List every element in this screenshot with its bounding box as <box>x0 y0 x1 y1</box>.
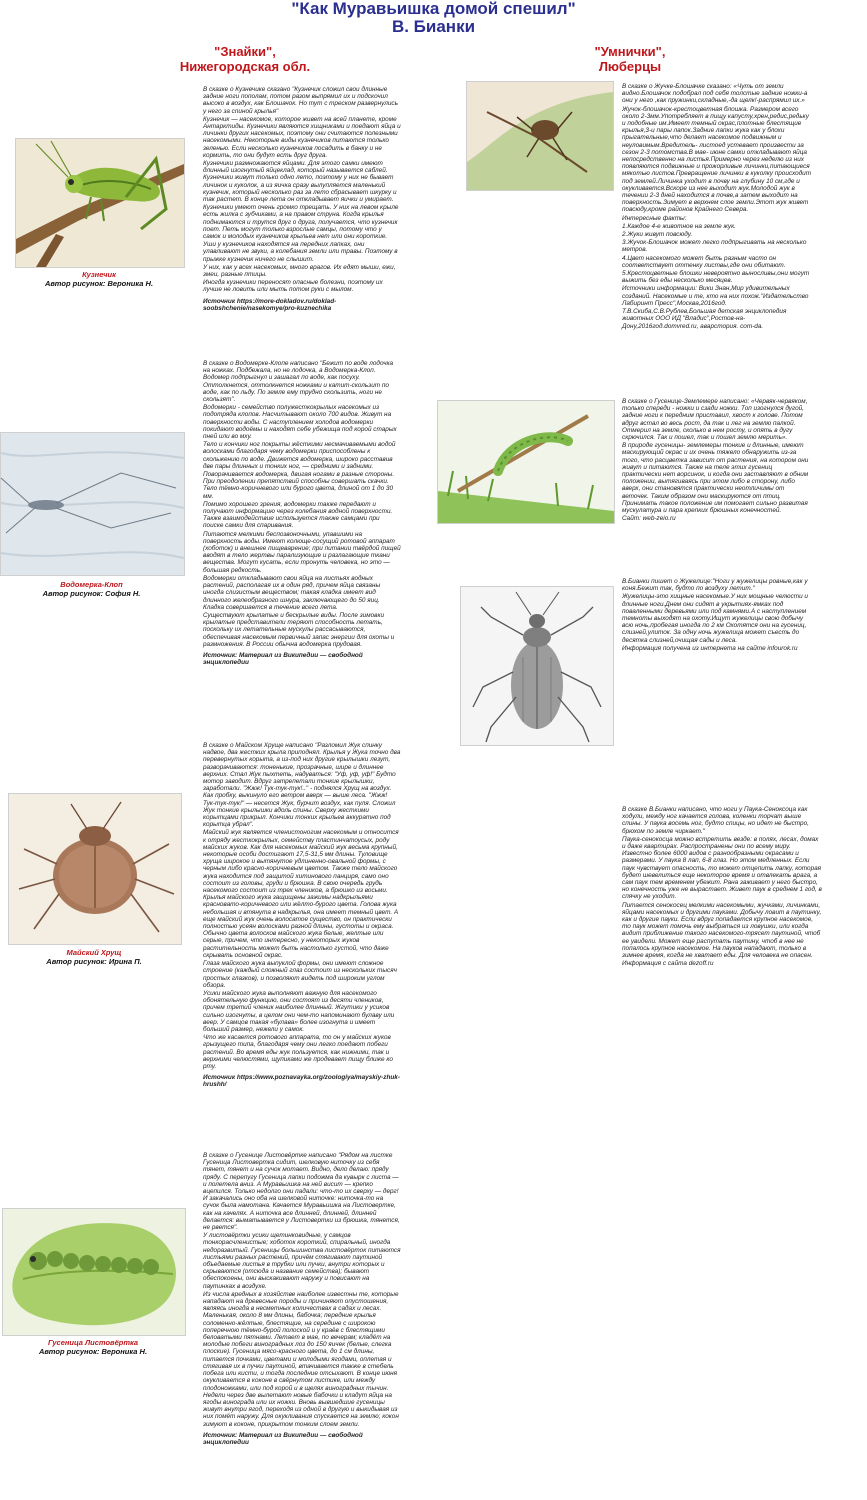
left-team-name: "Знайки", <box>214 44 276 59</box>
leaf-roller-drawing <box>2 1208 186 1336</box>
paragraph: Тело и кончики ног покрыты жёсткими несмачиваемыми водой волосками благодаря чему водомерки приспособлены к скольжению по воде. Движется водомерка, широко расставив две пары длинных и тонких ног, — средними и задними. <box>203 441 398 470</box>
source-note: Источник: Материал из Википедии — свободной энциклопедии <box>203 1431 365 1446</box>
water-strider-caption <box>0 580 183 598</box>
paragraph: Питается сенокосец мелкими насекомыми, жучками, личинками, яйцами насекомых и другими пауками. Добычу ловит в паутинку, как и другие пауки. Если вдруг попадается крупное насекомое, то паук может помочь ему выбраться из ловушки, или когда видит приближение такого насекомого-трясет паутиной, чтоб ее увидели. Может еще распутать паутину, чтоб в нее не попалось крупное насекомое. На пауков нападают, только в зимнее время, когда не хватает еды. Для человека не опасен. <box>622 901 824 960</box>
water-strider-name: Водомерка-Клоп <box>60 580 123 589</box>
source-note: Источник: Материал из Википедии — свободной энциклопедии <box>203 651 365 667</box>
flea-beetle-text <box>622 83 812 393</box>
paragraph: Водомерки откладывают свои яйца на листьях водных растений, располагая их в один ряд, причем яйца связаны иногда слизистым веществом; такая кладка имеет вид длинного желеобразного шнура, заключающего до 50 яиц. Кладка совершается в течение всего лета. <box>203 574 382 611</box>
right-team-name: "Умнички", <box>594 44 666 59</box>
source-link[interactable]: Источник https://more-dokladov.ru/doklad-soobshchenie/nasekomye/pro-kuznechika <box>203 297 337 312</box>
paragraph: В сказке о Кузнечике сказано "Кузнечик сложил свои длинные задние ноги пополам, потом разом выпрямил их и подскочил высоко в воздух, как Блошачок. Но тут с треском развернулись у него за спиной крылья" <box>203 86 400 115</box>
may-beetle-caption <box>8 948 180 966</box>
page-title-line1: "Как Муравьишка домой спешил" <box>291 0 576 18</box>
leaf-roller-text <box>203 1152 401 1498</box>
paragraph: В.Бианки пишет о Жужелице:"Ноги у жужелицы ровные,как у коня.Бежит так, будто по воздуху летит." <box>622 578 810 593</box>
grasshopper-drawing <box>15 138 185 268</box>
left-region: Нижегородская обл. <box>179 59 311 74</box>
paragraph: В сказке о Гусенице Листовёртке написано "Рядом на листке Гусеница Листовертка сидит, шелковую ниточку из себя тянет, тянет и на сучок мотает. Видно, дело делаю: пряду пряду. С перепугу Гусеница лапки подожма да кувырк с листа — и полетела вниз. А Муравьишка на ней висит — крепко вцепился. Только недолго они падали: что-то их сверху — дерг! И закачались оно оба на шелковой ниточке: ниточка-то на сучок была намотана. Качается Муравьишка на Листовертке, как на качелях. А ниточка все длинней, длинней, длинней делается: выматывается у Листовертки из брюшка, тянется, не рвется". <box>203 1152 402 1232</box>
paragraph: Жучок-блошачок-крестоцветная блошка. Размером всего около 2-3мм.Употребляет в пищу капусту,хрен,редис,редьку и подобные им.Имеет темный окрас,плотные блестящие крылья,3-и пары лапок.Задние лапки жука как у блохи прыгательные,что делает насекомое подвижным и неуловимым.Вредитель- листоед устевает произвести за сезон 2-3 потомства.В мае- июне самки откладывают яйца непосредственно на листья.Примерно через неделю из них появляются подвижные и прожорливые личинки,питающиеся мякотью листов.Превращение личинки в куколку происходит под землей.Личинка уходит в почву на глубину 10 см,где и окукливается.Вскоре из нее выходит жук.Молодой жук в течении 2-3 дней находится в почве,а затем выходит на поверхность.Зимует в верхнем слое земли.Этот жук живет повсюду,кроме районов Крайнего Севера. <box>622 105 813 214</box>
left-column-header <box>150 44 340 74</box>
paragraph: В природе гусеницы- землемеры тонкие и длинные, имеют маскирующий окрас и их очень тяжело обнаружить из-за того, что расцветка зависит от растения, на котором они живут и питаются. Также на теле этих гусениц практически нет ворсинок, и когда они заставляют в обним положении, вытягиваясь при этом либо в сторону, либо вверх, они становятся практически неотличимы от веточек. Таким образом они маскируются от птиц. Принимать такое положение им помогает сильно развитая мускулатура и пара крепких брюшных конечностей. <box>622 442 811 515</box>
leaf-roller-author: Автор рисунок: Вероника Н. <box>38 1347 148 1356</box>
paragraph: Жужелицы-это хищные насекомые.У них мощные челюсти и длинные ноги.Днем они сидят в укрытиях-ямках под поваленными деревьями или под камнями.А с наступлением темноты выходят на охоту.Ищут жужелицы свою добычу всю ночь,пробегая иногда по 2 км Охотятся они на гусениц, слизней,улиток. За одну ночь жужелица может съесть до десятка слизней,очищая сады и леса. <box>622 593 810 644</box>
grasshopper-text <box>203 86 401 358</box>
paragraph: Сайт: web-zeio.ru <box>622 515 676 523</box>
page-title <box>0 0 867 36</box>
grasshopper-caption <box>15 270 183 288</box>
paragraph: В сказке о Жучке-Блошачке сказано: «Чуть от земли видно.Блошачок подобрал под себя толстые задние ножки-а они у него ,как пружинки,складные,-да щелк!-распрямил их.» <box>622 83 810 105</box>
leaf-roller-caption <box>2 1338 184 1356</box>
may-beetle-name: Майский Хрущ <box>66 948 122 957</box>
may-beetle-text <box>203 742 401 1140</box>
paragraph: Интересные факты: <box>622 214 687 222</box>
paragraph: У листовёртки усики щетинковидные, у самцов тонкорасчленистые; хоботок короткий, спиральный, иногда недоразвитый. Гусеницы большинства листовёрток питаются листьями разных растений, причём стягивают паутиной объедаемые листья в трубки или пучки, внутри которых и скрываются (отсюда и название семейства); бывают обеспокоены, они выскакивают наружу и повисают на паутинках в воздухе. <box>203 1232 403 1290</box>
inchworm-drawing <box>437 400 615 524</box>
paragraph: Усики майского жука выполняют важную для насекомого обонятельную функцию, они состоят из десяти члеников, причем третий членик наиболее длинный. Жгутики у усиков сильно изогнуты, в целом они чем-то напоминают булаву или веер. У самцов такая «булава» более изогнута и имеет больший размер, нежели у самок. <box>203 989 397 1033</box>
source-link[interactable]: Источник https://www.poznavayka.org/zoologiya/mayskiy-zhuk-hrushh/ <box>203 1074 400 1089</box>
paragraph: Из числа вредных в хозяйстве наиболее известны те, которые нападают на древесные породы и причиняют опустошения, являясь иногда в несметных количествах в садах и лесах. Маленькая, около 8 мм длины, бабочка; передние крылья соломенно-жёлтые, блестящие, на середине с широкою поперечною тёмно-бурой полоской и у краёв с блестящими беловатыми пятнами. Летает в мае, по вечерам; кладёт на молодые побеги виноградных лоз до 150 яичек (белые, слегка плоские). Гусеница мясо-красного цвета, до 1 см длины, питается почками, цветами и молодыми ягодами, оплетая и стягивая их в пучки паутиной, втачивается также в стебель побега или кисти, и тогда последние отсыхают. В конце июня окукливается в коконе в свёрнутом листике, или между плодоножками, или под корой и в щелях виноградных тычин. Недели через две вылетают новые бабочки и кладут яйца на ягоды винограда или их ножки. Вновь вывшедшие гусеницы живут внутри ягод, переходя из одной в другую и выкидывая из них помёт наружу. Для окукливания спускается на землю; кокон зимуют в коконе, прикрытом тонким слоем земли. <box>203 1290 401 1428</box>
paragraph: В сказке о Майском Хруще написано "Разломил Жук спинку надвое, два жестких крыла приподнял. Крылья у Жука точно два перевернутых корыта, а из-под них другие крылышки лезут, разворачиваются: тоненькие, прозрачные, шире и длиннее верхних. Стал Жук пыхтеть, надуваться: "Уф, уф, уф!" Будто мотор заводит. Вдруг затрепетали тонкие крылышки, заработали. "Жжж! Тук-тук-тук!.." - поднялся Хрущ на воздух. Как пробку, выкинуло его ветром вверх — выше леса. "Жжж! Тук-тук-тук!" — несется Жук, бурчит воздух, как пуля. Сложил Жук тонкие крылышки вдоль спины. Сверху жесткими корытцами прикрыл. Кончики тонких крыльев аккуратно под корытца убрал". <box>203 742 403 829</box>
paragraph: Паука-сенокосца можно встретить везде: в полях, лесах, домах и даже квартирах. Распространены они по всему миру. Известно более 6000 видов с разнообразными окрасами и размерами. У паука 8 лап, 6-8 глаз. Но этом медленных. Если паук чувствует опасность, то может отцепить лапку, которая будет шевелиться еще некоторое время и отвлекать врага, а сам паук тем временем убежит. Рана заживает у него быстро, но конечность уже не вырастает. Живет паук в среднем 1 год, в спячку не уходит. <box>622 835 824 901</box>
harvestman-text <box>622 806 822 996</box>
paragraph: Водомерки - семейство полужесткокрылых насекомых из подотряда клопов. Насчитывают около 700 видов. Живут на поверхности воды. С наступлением холодов водомерки покидают водоёмы и находят себе убежища под корой старых пней или во мху. <box>203 404 399 441</box>
paragraph: Майский жук является членистоногим насекомым и относится к отряду жесткокрылых, семейству пластинчатоусых, роду майских жуков. Как для насекомых майский жук весьма крупный, некоторые особи достигают 17,5-31,5 мм длины. Туловище хруща широкое и вытянутое удлиненно-овальной формы, с черным либо красно-коричневым цветом. Также тело майского жука находится под защитой хитинового панциря, само оно состоит из головы, груди и брюшка. В свою очередь грудь насекомого состоит из трех члеников, а брюшко из восьми. Крылья майского жука защищены зажимы надкрыльями красновато-коричневого или жёлто-бурого цвета. Голова жука небольшая и втянута в надкрылья, она имеет темный цвет. А еще майский жук очень волосатое существо, он практически полностью усеян волосками разной длины, густоты и окраса. Обычно цвета волосков майского жука белые, желтые или серые, причем, что интересно, у некоторых жуков растительность может быть настолько густой, что даже скрывать основной окрас. <box>203 829 401 959</box>
paragraph: Т.В.Скиба,С.В.Рублев,Большая детская энциклопедия животных ООО ИД "Владис",Ростов-на-Дону,2016год.domvred.ru, аварстория. com-da. <box>622 308 789 330</box>
water-strider-author: Автор рисунок: София Н. <box>42 589 141 598</box>
right-column-header <box>540 44 720 74</box>
leaf-roller-name: Гусеница Листовёртка <box>47 1338 139 1347</box>
paragraph: Кузнечики умеют очень громко трещать. У них на левом крыле есть жилка с зубчиками, а на правом струна. Когда крылья поднимаются и трутся друг о друга, получается, что кузнечик поет. Петь могут только взрослые самцы, потому что у самок и молодых кузнечиков крыльев нет или они короткие. <box>203 204 401 241</box>
paragraph: Кузнечики размножаются яйцами. Для этого самки имеют длинный изогнутый яйцеклад, который называется саблей. Кузнечики живут только одно лето, поэтому у них не бывает личинок и куколок, а из яичка сразу вылупляется маленький кузнечик, который несколько раз за лето сбрасывает шкурку и так растет. В конце лета он откладывает яички и умирает. <box>203 160 399 204</box>
water-strider-text <box>203 360 401 730</box>
paragraph: Помимо хорошего зрения, водомерки также передают и получают информацию через колебания водной поверхности. Также взаимодействие используется также самцами при поиске самки для спаривания. <box>203 500 395 530</box>
paragraph: Иногда кузнечики переносят опасные болезни, поэтому их лучше не ловить или мыть потом руки с мылом. <box>203 279 385 294</box>
paragraph: В сказке В.Бианки написано, что ноги у Паука-Сеноксоца как ходули, между ног качается голова, коленки торчат выше спины. У паука восемь ног, будто спицы, но идет не быстро, брюхом по земле чиркает." <box>622 806 811 835</box>
water-strider-drawing <box>0 432 185 576</box>
may-beetle-drawing <box>8 793 182 945</box>
paragraph: 1.Каждое 4-е животное на земле жук. <box>622 222 736 230</box>
paragraph: В сказке о Гусенице-Землемере написано: «Червяк-червяком, только спереди - ножки и сзади ножки. Топ изогнулся дугой, задние ноги к передним приставил, хвост к голове. Потом вдруг встал во весь рост, да так и лег на землю палкой. Отмерил на земле, сколько в нем росту, и опять в дугу скрючился. Так и пошел, так и пошел землю мерить». <box>622 398 810 442</box>
paragraph: Уши у кузнечиков находятся на передних лапках, они улавливают не звуки, а колебания земли или травы. Поэтому в прыжке кузнечик ничего не слышит. <box>203 241 400 263</box>
flea-beetle-drawing <box>466 81 614 191</box>
paragraph: Питаются мелкими беспозвоночными, упавшими на поверхность воды. Имеют колюще-сосущий ротовой аппарат (хоботок) и внешнее пищеварение; при питании твёрдой пищей вводят в тело жертвы парализующие и разлагающие ткани вещества. Могут кусать, если тронуть человека, но это — большая редкость. <box>203 530 403 574</box>
paragraph: Информация получена из интернета на сайте infourok.ru <box>622 644 798 652</box>
paragraph: 2.Жуки живут повсюду. <box>622 231 693 239</box>
ground-beetle-drawing <box>460 586 614 746</box>
paragraph: Что же касается ротового аппарата, то он у майских жуков грызущего типа, благодаря чему они легко поедают побеги растений. Во время еды жук пользуется, как нижними, так и верхними челюстями, щупиками же продевает пищу ближе ко рту. <box>203 1034 395 1070</box>
ground-beetle-text <box>622 578 812 698</box>
page-title-line2: В. Бианки <box>391 17 476 36</box>
paragraph: Существуют крылатые и бескрылые виды. После зимовки крылатые представители теряют способность летать, поскольку их летательные мускулы рассасываются, обеспечивая насекомым первичный запас энергии для охоты и размножения. В России обычна водомерка прудовая. <box>203 611 397 648</box>
paragraph: 3.Жучок-Блошачок может легко подпрыгивать на несколько метров. <box>622 239 809 254</box>
paragraph: Глаза майского жука выпуклой формы, они имеют сложное строение (каждый сложный глаз состоит из нескольких тысяч простых глазков), и позволяют видеть под широким углом обзора. <box>203 960 399 989</box>
paragraph: У них, как у всех насекомых, много врагов. Их едят мыши, ежи, змеи, разные птицы. <box>203 263 398 279</box>
right-region: Люберцы <box>598 59 662 74</box>
paragraph: 4.Цвет насекомого может быть разным часто он соответствует оттенку листвы,где они обитают. <box>622 254 786 269</box>
grasshopper-name: Кузнечик <box>82 270 116 279</box>
may-beetle-author: Автор рисунок: Ирина П. <box>46 957 142 966</box>
paragraph: Кузнечик — насекомое, которое живет на всей планете, кроме Антарктиды. Кузнечики являются хищниками и поедают яйца и личинки других насекомых, поэтому они считаются полезными насекомыми. Некоторые виды кузнечиков питаются только зеленью. Если несколько кузнечиков посадить в банку и не кормить, то они будут есть друг друга. <box>203 115 403 159</box>
grasshopper-author: Автор рисунок: Вероника Н. <box>44 279 154 288</box>
paragraph: 5.Крестоцветные блошки невероятно выносливы,они могут выжить без еды несколько месяцев. <box>622 270 812 285</box>
paragraph: Поворачивается водомерка, двигая ногами в разные стороны. При преодолении препятствий способны совершать скачки. Тело тёмно-коричневого или бурого цвета, длиной от 1 до 30 мм. <box>203 471 396 500</box>
inchworm-text <box>622 398 812 550</box>
paragraph: Информация с сайта dezoff.ru <box>622 960 714 968</box>
paragraph: Источники информации: Вики Знан,Мир удивительных созданий. Насекомые и те, кто на них похож."Издательство Лабиринт Пресс",Москва,2016год. <box>622 285 811 307</box>
paragraph: В сказке о Водомерке-Клопе написано "Бежит по воде лодочка на ножках. Подбежала, но не лодочка, а Водомерка-Клоп. Водомер подпрыгнул и зашагал по воде, как посуху. Оттолкнется, оттолкнется ножками и катит-скользит по воде, как по льду. По земле ему трудно скользить, ноги не скользят". <box>203 360 395 404</box>
